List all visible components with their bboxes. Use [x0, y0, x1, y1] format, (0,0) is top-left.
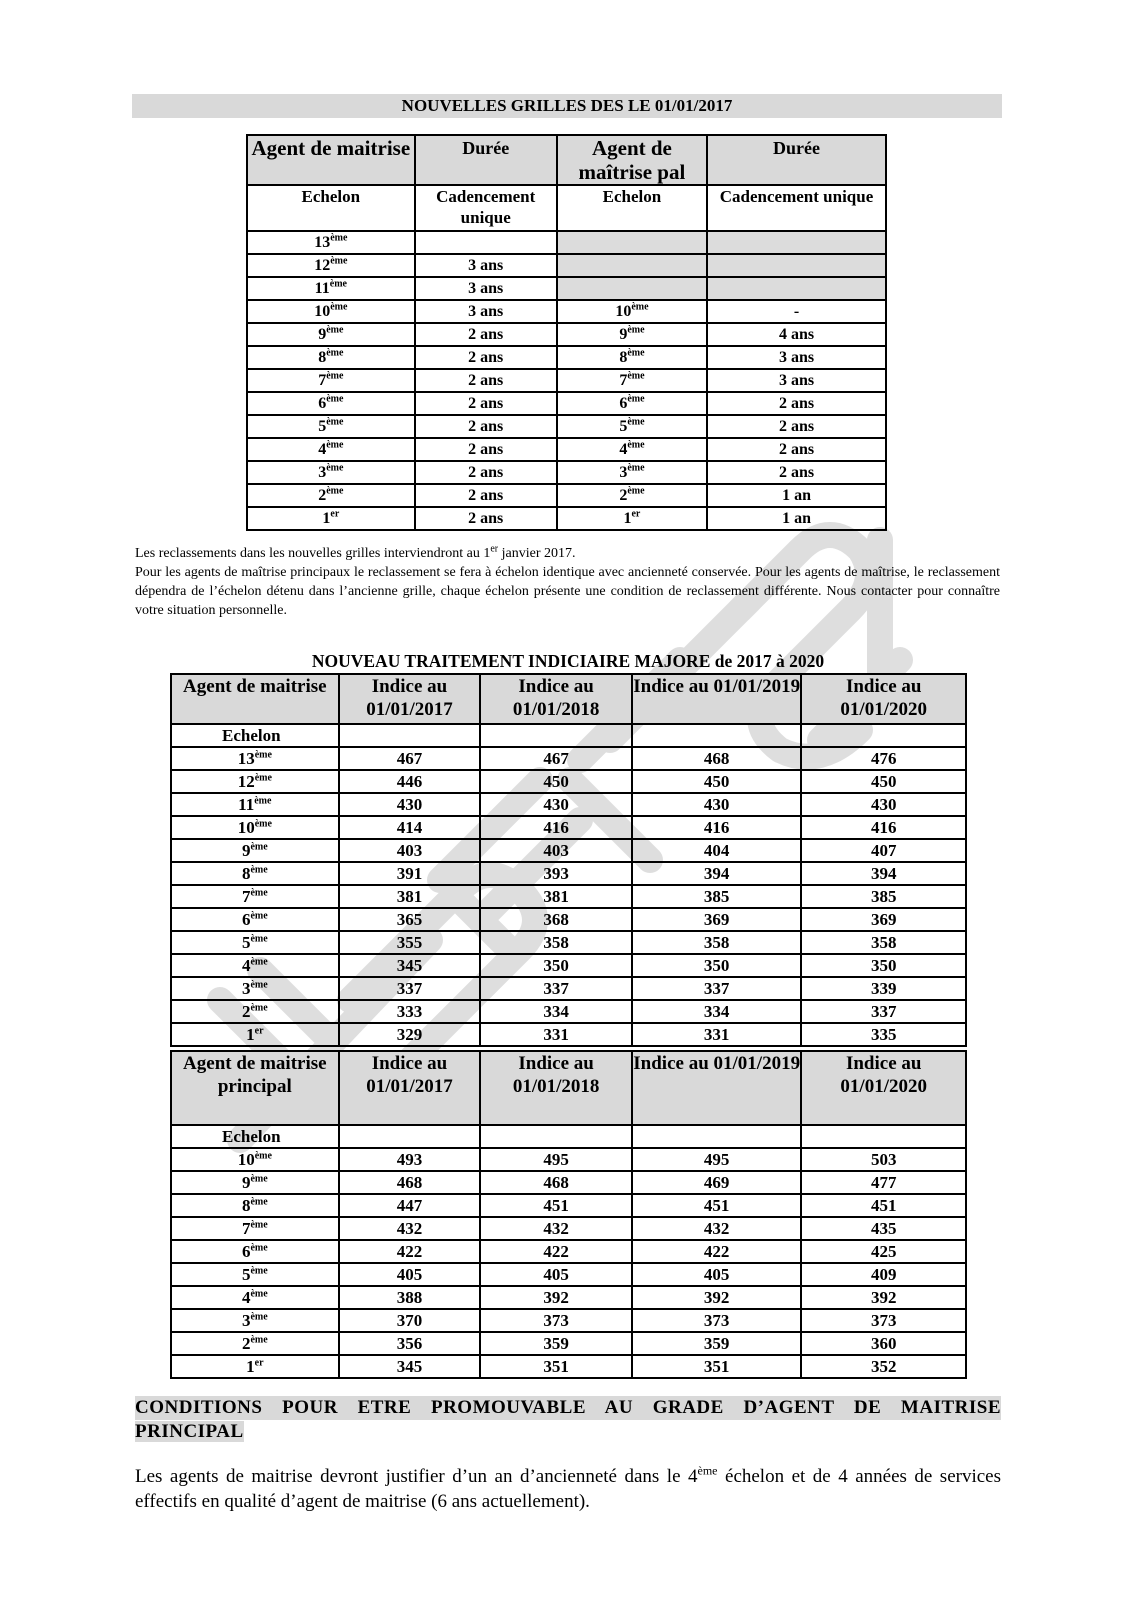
- conditions-heading: [135, 1396, 1001, 1444]
- conditions-heading-line1: CONDITIONS POUR ETRE PROMOUVABLE AU GRADE D’AGENT DE MAITRISE: [135, 1397, 1001, 1418]
- indice-table-principal: [170, 1050, 967, 1379]
- grid-body: [247, 231, 886, 530]
- indice-a-row: [171, 908, 966, 931]
- indice-a-value: 368: [480, 908, 632, 931]
- grid-duree: 2 ans: [415, 323, 557, 346]
- indice-a-value: 337: [339, 977, 481, 1000]
- indice-a-row: [171, 770, 966, 793]
- grid-row: [247, 277, 886, 300]
- grid-duree: 2 ans: [415, 461, 557, 484]
- indice-a-value: 385: [632, 885, 802, 908]
- indice-a-row: [171, 816, 966, 839]
- indice-a-echelon: 5ème: [171, 931, 339, 954]
- indice-a-header-3: Indice au 01/01/2019: [632, 674, 802, 724]
- indice-a-value: 381: [339, 885, 481, 908]
- grid-echelon: 8ème: [247, 346, 415, 369]
- indice-b-echelon: 2ème: [171, 1332, 339, 1355]
- indice-a-value: 450: [480, 770, 632, 793]
- grid-echelon: 12ème: [247, 254, 415, 277]
- indice-a-value: 329: [339, 1023, 481, 1046]
- grid-header-agent-pal: Agent de maîtrise pal: [557, 135, 707, 185]
- grid-duree-pal: 2 ans: [707, 438, 886, 461]
- grid-duree-pal: 4 ans: [707, 323, 886, 346]
- indice-b-value: 432: [339, 1217, 481, 1240]
- indice-a-header-row: [171, 674, 966, 724]
- grid-header-row: [247, 135, 886, 185]
- grid-duree-pal: [707, 277, 886, 300]
- indice-a-echelon-label: Echelon: [171, 724, 339, 747]
- indice-a-row: [171, 1023, 966, 1046]
- indice-a-value: 416: [632, 816, 802, 839]
- indice-b-echelon: 8ème: [171, 1194, 339, 1217]
- indice-a-value: 350: [632, 954, 802, 977]
- grid-echelon-pal: 10ème: [557, 300, 707, 323]
- indice-a-echelon: 10ème: [171, 816, 339, 839]
- indice-a-echelon-row: [171, 724, 966, 747]
- grid-duree: 3 ans: [415, 277, 557, 300]
- indice-a-header-1: Indice au 01/01/2017: [339, 674, 481, 724]
- grid-echelon: 2ème: [247, 484, 415, 507]
- indice-b-row: [171, 1263, 966, 1286]
- grid-echelon: 11ème: [247, 277, 415, 300]
- grid-row: [247, 369, 886, 392]
- grid-echelon-pal: 3ème: [557, 461, 707, 484]
- indice-b-row: [171, 1194, 966, 1217]
- indice-b-header-2: Indice au 01/01/2018: [480, 1051, 632, 1125]
- grid-header-agent: Agent de maitrise: [247, 135, 415, 185]
- indice-a-value: 450: [801, 770, 966, 793]
- indice-b-value: 503: [801, 1148, 966, 1171]
- indice-a-value: 334: [480, 1000, 632, 1023]
- grid-duree-pal: 2 ans: [707, 415, 886, 438]
- grid-duree-pal: 2 ans: [707, 392, 886, 415]
- indice-a-value: 333: [339, 1000, 481, 1023]
- grid-subheader-echelon-pal: Echelon: [557, 185, 707, 231]
- grid-echelon-pal: 8ème: [557, 346, 707, 369]
- indice-a-value: 381: [480, 885, 632, 908]
- grid-row: [247, 231, 886, 254]
- indice-a-value: 385: [801, 885, 966, 908]
- indice-a-header-0: Agent de maitrise: [171, 674, 339, 724]
- grid-echelon: 13ème: [247, 231, 415, 254]
- grid-echelon-pal: 6ème: [557, 392, 707, 415]
- indice-a-echelon: 4ème: [171, 954, 339, 977]
- indice-a-value: 358: [480, 931, 632, 954]
- grid-row: [247, 415, 886, 438]
- grid-duree: 2 ans: [415, 415, 557, 438]
- grid-subheader-cadencement: Cadencement unique: [415, 185, 557, 231]
- indice-b-echelon: 1er: [171, 1355, 339, 1378]
- indice-b-echelon: 6ème: [171, 1240, 339, 1263]
- indice-a-row: [171, 793, 966, 816]
- indice-b-value: 468: [480, 1171, 632, 1194]
- grid-duree-pal: 3 ans: [707, 346, 886, 369]
- indice-a-header-4: Indice au 01/01/2020: [801, 674, 966, 724]
- indice-a-value: 467: [480, 747, 632, 770]
- grid-row: [247, 484, 886, 507]
- indice-a-value: 394: [632, 862, 802, 885]
- grid-duree-pal: 2 ans: [707, 461, 886, 484]
- indice-a-echelon: 3ème: [171, 977, 339, 1000]
- reclassement-rest: Pour les agents de maîtrise principaux le reclassement se fera à échelon identique avec ancienneté conservée. Pour les agents de maîtrise, le reclassement dépendra de l’échelon détenu dans l’ancienne grille, chaque échelon présente une condition de reclassement différente. Nous contacter pour connaître votre situation personnelle.: [135, 565, 1000, 618]
- indice-b-value: 422: [632, 1240, 802, 1263]
- indice-a-value: 430: [480, 793, 632, 816]
- grid-duree: 3 ans: [415, 254, 557, 277]
- indice-a-value: 430: [339, 793, 481, 816]
- indice-b-header-3: Indice au 01/01/2019: [632, 1051, 802, 1125]
- grid-echelon: 6ème: [247, 392, 415, 415]
- grid-row: [247, 346, 886, 369]
- indice-table-agent: [170, 673, 967, 1047]
- grid-row: [247, 323, 886, 346]
- indice-a-echelon: 11ème: [171, 793, 339, 816]
- section2-title: NOUVEAU TRAITEMENT INDICIAIRE MAJORE de 2017 à 2020: [311, 651, 825, 671]
- indice-b-header-row: [171, 1051, 966, 1125]
- grid-row: [247, 254, 886, 277]
- grid-subheader-cadencement-pal: Cadencement unique: [707, 185, 886, 231]
- indice-a-header-2: Indice au 01/01/2018: [480, 674, 632, 724]
- grid-duree: 2 ans: [415, 392, 557, 415]
- indice-b-value: 356: [339, 1332, 481, 1355]
- grid-echelon: 4ème: [247, 438, 415, 461]
- indice-a-value: 450: [632, 770, 802, 793]
- indice-a-value: 345: [339, 954, 481, 977]
- indice-b-value: 451: [480, 1194, 632, 1217]
- indice-b-value: 373: [480, 1309, 632, 1332]
- indice-a-value: 358: [632, 931, 802, 954]
- grid-row: [247, 507, 886, 530]
- indice-b-echelon-row: [171, 1125, 966, 1148]
- indice-b-row: [171, 1148, 966, 1171]
- indice-b-value: 495: [480, 1148, 632, 1171]
- indice-a-value: 467: [339, 747, 481, 770]
- indice-a-value: 358: [801, 931, 966, 954]
- indice-a-row: [171, 839, 966, 862]
- indice-a-value: 334: [632, 1000, 802, 1023]
- grid-duree-pal: [707, 254, 886, 277]
- grid-row: [247, 461, 886, 484]
- indice-b-value: 360: [801, 1332, 966, 1355]
- indice-b-value: 359: [632, 1332, 802, 1355]
- indice-b-row: [171, 1355, 966, 1378]
- grid-echelon: 1er: [247, 507, 415, 530]
- indice-a-value: 369: [801, 908, 966, 931]
- indice-a-echelon: 6ème: [171, 908, 339, 931]
- indice-b-value: 468: [339, 1171, 481, 1194]
- indice-b-value: 495: [632, 1148, 802, 1171]
- grid-echelon-pal: 1er: [557, 507, 707, 530]
- grid-echelon-pal: [557, 277, 707, 300]
- section1-title: NOUVELLES GRILLES DES LE 01/01/2017: [132, 94, 1002, 118]
- indice-a-value: 365: [339, 908, 481, 931]
- indice-b-echelon: 10ème: [171, 1148, 339, 1171]
- grid-row: [247, 300, 886, 323]
- indice-a-value: 369: [632, 908, 802, 931]
- indice-a-echelon: 1er: [171, 1023, 339, 1046]
- indice-a-value: 393: [480, 862, 632, 885]
- indice-b-value: 425: [801, 1240, 966, 1263]
- grid-row: [247, 438, 886, 461]
- indice-b-row: [171, 1332, 966, 1355]
- grid-echelon-pal: [557, 254, 707, 277]
- indice-a-body: [171, 747, 966, 1046]
- indice-a-echelon: 2ème: [171, 1000, 339, 1023]
- grid-table: [246, 134, 887, 531]
- indice-a-echelon: 12ème: [171, 770, 339, 793]
- indice-a-value: 331: [632, 1023, 802, 1046]
- indice-b-row: [171, 1171, 966, 1194]
- grid-echelon-pal: 5ème: [557, 415, 707, 438]
- indice-b-echelon: 4ème: [171, 1286, 339, 1309]
- indice-b-echelon: 9ème: [171, 1171, 339, 1194]
- indice-a-value: 403: [480, 839, 632, 862]
- indice-a-value: 337: [801, 1000, 966, 1023]
- indice-a-value: 335: [801, 1023, 966, 1046]
- indice-a-value: 339: [801, 977, 966, 1000]
- indice-b-value: 405: [339, 1263, 481, 1286]
- indice-a-value: 404: [632, 839, 802, 862]
- conditions-heading-line2: PRINCIPAL: [135, 1421, 244, 1442]
- indice-b-value: 392: [480, 1286, 632, 1309]
- grid-echelon: 9ème: [247, 323, 415, 346]
- grid-duree-pal: -: [707, 300, 886, 323]
- indice-b-body: [171, 1148, 966, 1378]
- indice-b-row: [171, 1309, 966, 1332]
- grid-header-duree-pal: Durée: [707, 135, 886, 185]
- indice-a-value: 391: [339, 862, 481, 885]
- indice-b-value: 351: [632, 1355, 802, 1378]
- indice-b-value: 447: [339, 1194, 481, 1217]
- indice-b-value: 493: [339, 1148, 481, 1171]
- indice-b-header-4: Indice au 01/01/2020: [801, 1051, 966, 1125]
- grid-echelon-pal: 7ème: [557, 369, 707, 392]
- indice-b-echelon: 7ème: [171, 1217, 339, 1240]
- indice-a-row: [171, 977, 966, 1000]
- grid-echelon: 5ème: [247, 415, 415, 438]
- indice-b-value: 405: [480, 1263, 632, 1286]
- grid-echelon: 10ème: [247, 300, 415, 323]
- indice-a-row: [171, 747, 966, 770]
- grid-echelon-pal: 4ème: [557, 438, 707, 461]
- indice-b-value: 422: [339, 1240, 481, 1263]
- indice-a-value: 355: [339, 931, 481, 954]
- indice-b-echelon-label: Echelon: [171, 1125, 339, 1148]
- grid-echelon-pal: [557, 231, 707, 254]
- indice-b-value: 432: [632, 1217, 802, 1240]
- indice-a-value: 350: [801, 954, 966, 977]
- indice-a-row: [171, 954, 966, 977]
- grid-header-duree: Durée: [415, 135, 557, 185]
- grid-subheader-echelon: Echelon: [247, 185, 415, 231]
- indice-a-value: 337: [632, 977, 802, 1000]
- indice-a-value: 430: [632, 793, 802, 816]
- indice-b-value: 392: [632, 1286, 802, 1309]
- indice-b-header-0: Agent de maitrise principal: [171, 1051, 339, 1125]
- grid-duree-pal: 1 an: [707, 507, 886, 530]
- indice-a-value: 446: [339, 770, 481, 793]
- indice-b-header-1: Indice au 01/01/2017: [339, 1051, 481, 1125]
- grid-duree: 2 ans: [415, 369, 557, 392]
- reclassement-line1: Les reclassements dans les nouvelles grilles interviendront au 1er janvier 2017.: [135, 543, 576, 561]
- grid-subheader-row: [247, 185, 886, 231]
- indice-b-row: [171, 1286, 966, 1309]
- indice-b-echelon: 3ème: [171, 1309, 339, 1332]
- indice-a-row: [171, 1000, 966, 1023]
- conditions-text: Les agents de maitrise devront justifier d’un an d’ancienneté dans le 4ème échelon et de 4 années de services effectifs en qualité d’agent de maitrise (6 ans actuellement).: [135, 1463, 1002, 1512]
- indice-a-value: 468: [632, 747, 802, 770]
- grid-duree: 2 ans: [415, 438, 557, 461]
- indice-b-value: 388: [339, 1286, 481, 1309]
- indice-b-value: 432: [480, 1217, 632, 1240]
- indice-a-value: 407: [801, 839, 966, 862]
- indice-a-value: 394: [801, 862, 966, 885]
- indice-a-value: 416: [801, 816, 966, 839]
- grid-duree: 2 ans: [415, 346, 557, 369]
- indice-a-row: [171, 885, 966, 908]
- indice-b-value: 373: [801, 1309, 966, 1332]
- indice-b-row: [171, 1240, 966, 1263]
- reclassement-paragraph: [135, 544, 1000, 620]
- indice-a-value: 476: [801, 747, 966, 770]
- grid-duree: 2 ans: [415, 484, 557, 507]
- indice-b-value: 435: [801, 1217, 966, 1240]
- indice-a-value: 337: [480, 977, 632, 1000]
- grid-echelon-pal: 9ème: [557, 323, 707, 346]
- indice-b-value: 451: [801, 1194, 966, 1217]
- indice-b-value: 359: [480, 1332, 632, 1355]
- indice-a-value: 414: [339, 816, 481, 839]
- grid-duree: 2 ans: [415, 507, 557, 530]
- indice-a-value: 331: [480, 1023, 632, 1046]
- indice-b-value: 409: [801, 1263, 966, 1286]
- indice-b-value: 477: [801, 1171, 966, 1194]
- indice-a-echelon: 8ème: [171, 862, 339, 885]
- indice-a-echelon: 9ème: [171, 839, 339, 862]
- indice-a-row: [171, 931, 966, 954]
- grid-row: [247, 392, 886, 415]
- grid-duree: [415, 231, 557, 254]
- indice-a-echelon: 13ème: [171, 747, 339, 770]
- indice-a-value: 350: [480, 954, 632, 977]
- indice-b-value: 370: [339, 1309, 481, 1332]
- indice-a-value: 430: [801, 793, 966, 816]
- indice-b-value: 373: [632, 1309, 802, 1332]
- grid-duree-pal: 3 ans: [707, 369, 886, 392]
- indice-a-echelon: 7ème: [171, 885, 339, 908]
- indice-b-value: 392: [801, 1286, 966, 1309]
- grid-echelon: 7ème: [247, 369, 415, 392]
- grid-echelon-pal: 2ème: [557, 484, 707, 507]
- grid-duree-pal: [707, 231, 886, 254]
- indice-b-value: 351: [480, 1355, 632, 1378]
- indice-a-row: [171, 862, 966, 885]
- indice-b-value: 405: [632, 1263, 802, 1286]
- indice-b-value: 469: [632, 1171, 802, 1194]
- indice-b-row: [171, 1217, 966, 1240]
- indice-b-value: 345: [339, 1355, 481, 1378]
- indice-b-echelon: 5ème: [171, 1263, 339, 1286]
- indice-b-value: 352: [801, 1355, 966, 1378]
- grid-echelon: 3ème: [247, 461, 415, 484]
- indice-a-value: 403: [339, 839, 481, 862]
- indice-b-value: 451: [632, 1194, 802, 1217]
- grid-duree-pal: 1 an: [707, 484, 886, 507]
- indice-a-value: 416: [480, 816, 632, 839]
- grid-duree: 3 ans: [415, 300, 557, 323]
- indice-b-value: 422: [480, 1240, 632, 1263]
